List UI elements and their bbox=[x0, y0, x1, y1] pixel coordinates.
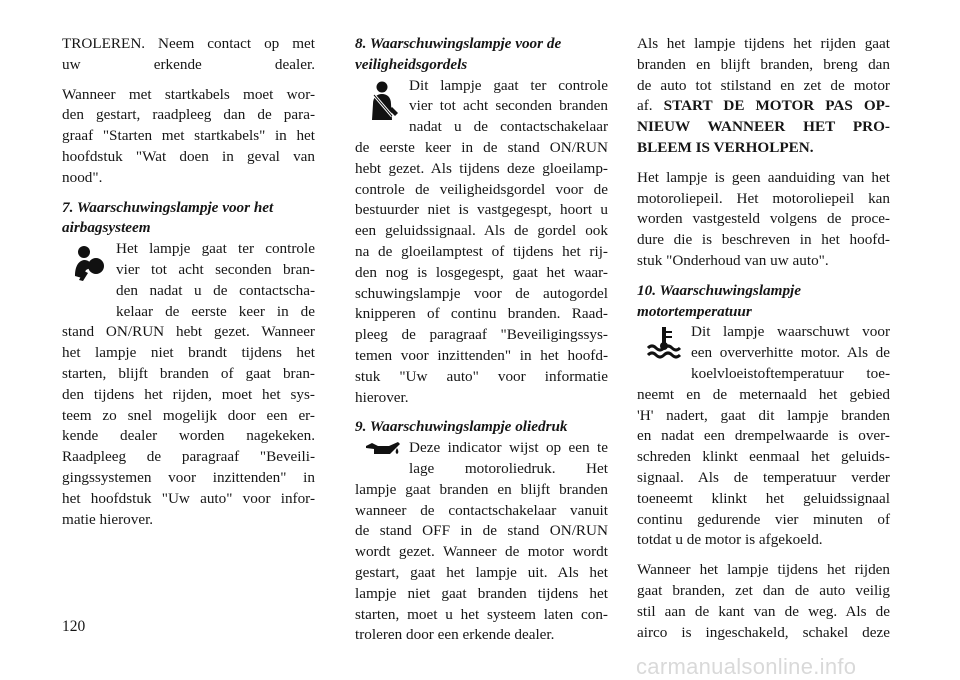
engine-temperature-warning-icon bbox=[637, 322, 691, 360]
section-body-10-beside-icon bbox=[691, 322, 890, 384]
text-line: uw erkende dealer. bbox=[62, 55, 315, 73]
text-line: starten, moet u het systeem laten con- bbox=[355, 605, 608, 623]
text-line: troleren door een erkende dealer. bbox=[355, 626, 555, 644]
text-line: en nadat een drempelwaarde is over- bbox=[637, 427, 890, 445]
text-line: het lampje niet brandt tijdens het bbox=[62, 344, 315, 362]
oil-pressure-warning-icon bbox=[355, 438, 409, 458]
text-line: Wanneer met startkabels moet wor- bbox=[62, 85, 315, 103]
text-line: nadat u de contactschakelaar bbox=[409, 118, 608, 136]
text-line: schreden klinkt eenmaal het geluids- bbox=[637, 448, 890, 466]
text-line: controle de veiligheidsgordel voor de bbox=[355, 180, 608, 198]
text-line: airco is ingeschakeld, schakel deze bbox=[637, 623, 890, 641]
text-line: totdat u de motor is afgekoeld. bbox=[637, 531, 823, 549]
text-line: worden vastgesteld volgens de proce- bbox=[637, 210, 890, 228]
text-line: vier tot acht seconden bran- bbox=[116, 260, 315, 278]
text-line: Dit lampje waarschuwt voor bbox=[691, 323, 890, 341]
section-heading-7 bbox=[62, 198, 315, 240]
airbag-warning-icon bbox=[62, 239, 116, 283]
section-body-9-icon-block bbox=[355, 438, 608, 480]
text-line: Het lampje gaat ter controle bbox=[116, 240, 315, 258]
section-body-7 bbox=[62, 322, 315, 530]
text-line: een oververhitte motor. Als de bbox=[691, 344, 890, 362]
paragraph: Als het lampje tijdens het rijden gaat branden en blijft branden, breng dan de auto tot stilstand en zet de motor af. START DE MOTOR PAS OP- NIEUW WANNEER HET PRO- BLEEM IS VERHOLPEN. bbox=[637, 35, 890, 156]
text-line: hebt gezet. Als tijdens deze gloeilamp- bbox=[355, 159, 608, 177]
text-line: stand ON/RUN hebt gezet. Wanneer bbox=[62, 323, 315, 341]
text-line: 9. Waarschuwingslampje oliedruk bbox=[355, 418, 568, 436]
text-line: stuk "Uw auto" voor informatie bbox=[355, 367, 608, 385]
section-body-9-beside-icon bbox=[409, 438, 608, 480]
text-line: knipperen of continu branden. Raad- bbox=[355, 305, 608, 323]
text-line: TROLEREN. Neem contact op met bbox=[62, 35, 315, 52]
text-line: airbagsysteem bbox=[62, 219, 151, 237]
text-line: den nadat u de contactscha- bbox=[116, 281, 315, 299]
bold-warning: START DE MOTOR PAS OP- bbox=[663, 97, 890, 115]
text-line: Wanneer het lampje tijdens het rijden bbox=[637, 561, 890, 579]
text-line: koelvloeistoftemperatuur toe- bbox=[691, 364, 890, 382]
text-line: motoroliepeil. Het motoroliepeil kan bbox=[637, 189, 890, 207]
text-line: bestuurder niet is vastgegespt, hoort u bbox=[355, 201, 608, 219]
text-line: pleeg de paragraaf "Beveiligingssys- bbox=[355, 326, 608, 344]
text-line: de eerste keer in de stand ON/RUN bbox=[355, 138, 608, 156]
text-line: lage motoroliedruk. Het bbox=[409, 459, 608, 477]
text-line: wanneer de contactschakelaar vanuit bbox=[355, 501, 608, 519]
text-line: veiligheidsgordels bbox=[355, 55, 468, 73]
page-number: 120 bbox=[62, 618, 86, 635]
paragraph bbox=[637, 168, 890, 272]
text-line: starten, blijft branden of gaat bran- bbox=[62, 364, 315, 382]
text-line: neemt en de meternaald het gebied bbox=[637, 385, 890, 403]
paragraph bbox=[62, 85, 315, 189]
text-line: lampje gaat branden en blijft branden bbox=[355, 480, 608, 498]
text-line: 8. Waarschuwingslampje voor de bbox=[355, 35, 562, 52]
text-line: het hoofdstuk "Uw auto" voor infor- bbox=[62, 489, 315, 507]
text-line: Raadpleeg de paragraaf "Beveili- bbox=[62, 448, 315, 466]
section-body-10 bbox=[637, 385, 890, 551]
text-line: 'H' nadert, gaat dit lampje branden bbox=[637, 406, 890, 424]
text-line: Het lampje is geen aanduiding van het bbox=[637, 168, 890, 186]
text-line: gestart, gaat het lampje uit. Als het bbox=[355, 563, 608, 581]
seatbelt-warning-icon bbox=[355, 76, 409, 124]
text-line: de stand OFF in de stand ON/RUN bbox=[355, 522, 608, 540]
watermark: carmanualsonline.info bbox=[636, 654, 857, 679]
text-line: na de gloeilamptest of tijdens het rij- bbox=[355, 242, 608, 260]
text-line: 7. Waarschuwingslampje voor het bbox=[62, 198, 274, 216]
text-line: gingssystemen voor inzittenden" in bbox=[62, 468, 315, 486]
text-line: temen voor inzittenden" in het hoofd- bbox=[355, 346, 608, 364]
section-heading-10 bbox=[637, 281, 890, 323]
text-line: stuk "Onderhoud van uw auto". bbox=[637, 251, 829, 269]
text-line: Deze indicator wijst op een te bbox=[409, 439, 608, 457]
column-2 bbox=[355, 34, 608, 646]
section-body-8-icon-block bbox=[355, 76, 608, 138]
section-body-8-beside-icon bbox=[409, 76, 608, 138]
text-line: nood". bbox=[62, 168, 103, 186]
text-line: een geluidssignaal. Als de gordel ook bbox=[355, 222, 608, 240]
section-body-8 bbox=[355, 138, 608, 408]
text-line: toeneemt klinkt het geluidssignaal bbox=[637, 489, 890, 507]
paragraph bbox=[62, 34, 315, 76]
section-heading-9 bbox=[355, 417, 608, 438]
text-line: den tijdens het rijden, moet het sys- bbox=[62, 385, 315, 403]
text-line: gaat branden, zet dan de auto veilig bbox=[637, 581, 890, 599]
text-line: continu gedurende vier minuten of bbox=[637, 510, 890, 528]
text-line: dure die is beschreven in het hoofd- bbox=[637, 231, 890, 249]
text-line: lampje niet gaat branden tijdens het bbox=[355, 584, 608, 602]
text-line: teem zo snel mogelijk door een er- bbox=[62, 406, 315, 424]
text-line: 10. Waarschuwingslampje bbox=[637, 281, 802, 299]
text-line: kende dealer worden nagekeken. bbox=[62, 427, 315, 445]
text-line: wordt gezet. Wanneer de motor wordt bbox=[355, 543, 608, 561]
text-line: schuwingslampje voor de autogordel bbox=[355, 284, 608, 302]
text-line: hierover. bbox=[355, 388, 409, 406]
text-line: hoofdstuk "Wat doen in geval van bbox=[62, 147, 315, 165]
column-1 bbox=[62, 34, 315, 530]
text-line: matie hierover. bbox=[62, 510, 154, 528]
text-line: den gestart, raadpleeg dan de para- bbox=[62, 106, 315, 124]
section-body-7-icon-block bbox=[62, 239, 315, 322]
text-line: graaf "Starten met startkabels" in het bbox=[62, 127, 315, 145]
column-3 bbox=[637, 34, 890, 652]
text-line: motortemperatuur bbox=[637, 302, 752, 320]
paragraph bbox=[637, 560, 890, 643]
section-body-10-icon-block bbox=[637, 322, 890, 384]
section-body-9 bbox=[355, 480, 608, 646]
text-line: stil aan de kant van de weg. Als de bbox=[637, 602, 890, 620]
text-line: signaal. Als de temperatuur verder bbox=[637, 468, 890, 486]
text-line: den nog is losgegespt, gaat het waar- bbox=[355, 263, 608, 281]
text-line: Dit lampje gaat ter controle bbox=[409, 76, 608, 94]
text-line: vier tot acht seconden branden bbox=[409, 97, 608, 115]
text-line: kelaar de eerste keer in de bbox=[116, 302, 315, 320]
section-body-7-beside-icon bbox=[116, 239, 315, 322]
section-heading-8 bbox=[355, 34, 608, 76]
